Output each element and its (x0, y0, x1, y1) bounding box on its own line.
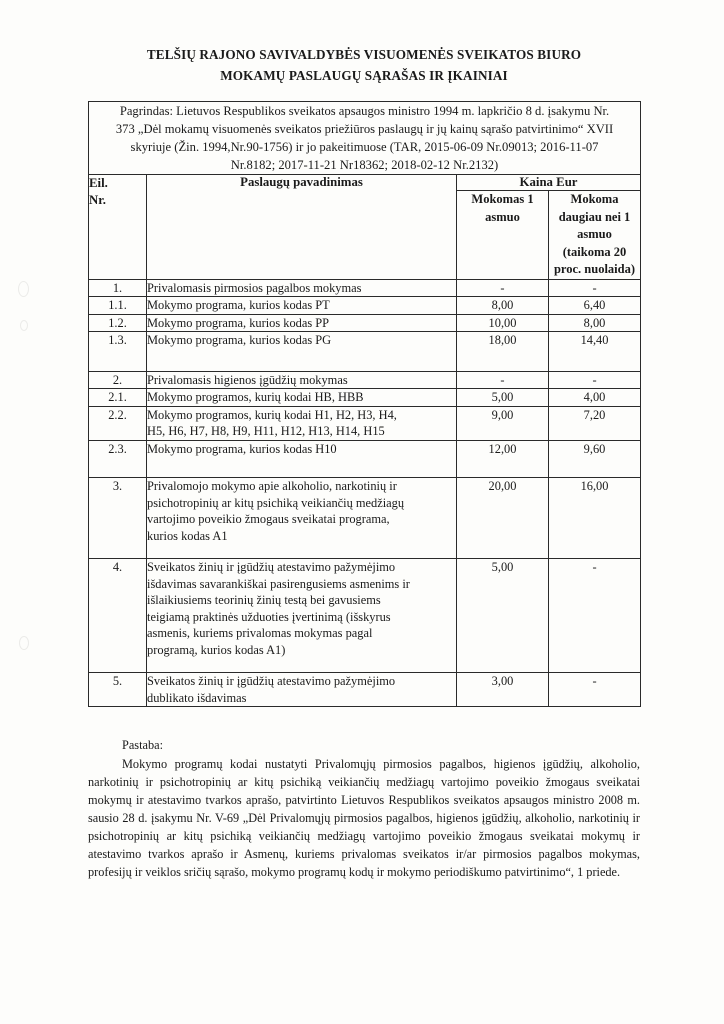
price-multi: 6,40 (549, 297, 641, 315)
service-name-line: teigiamą praktinės užduoties įvertinimą (išskyrus (147, 609, 391, 624)
price-single-line-2: asmuo (485, 209, 520, 224)
price-multi: 9,60 (549, 440, 641, 478)
title-line-1: TELŠIŲ RAJONO SAVIVALDYBĖS VISUOMENĖS SVEIKATOS BIURO (146, 47, 582, 62)
price-single: 3,00 (457, 673, 549, 707)
service-name-line: Sveikatos žinių ir įgūdžių atestavimo pažymėjimo (147, 674, 396, 689)
row-number: 2.3. (89, 440, 147, 478)
row-number: 1. (89, 279, 147, 297)
document-body (88, 44, 640, 707)
price-single: 8,00 (457, 297, 549, 315)
service-name-line: Sveikatos žinių ir įgūdžių atestavimo pažymėjimo (147, 560, 396, 575)
service-name (147, 279, 457, 297)
footnote-section (88, 736, 640, 882)
service-name (147, 297, 457, 315)
price-single: - (457, 371, 549, 389)
price-multi: - (549, 673, 641, 707)
legal-basis-line-3: skyriuje (Žin. 1994,Nr.90-1756) ir jo pakeitimuose (TAR, 2015-06-09 Nr.09013; 2016-11-07 (130, 140, 599, 154)
table-row (89, 440, 641, 478)
footnote-body: Mokymo programų kodai nustatyti Privalomųjų pirmosios pagalbos, higienos įgūdžių, alkoholio, narkotinių ir psichotropinių ar kitų psichiką veikiančių medžiagų vartojimo poveikio žmogaus sveikatai mokymų ir atestavimo tvarkos aprašo, patvirtinto Lietuvos Respublikos sveikatos apsaugos ministro 2008 m. sausio 28 d. įsakymu Nr. V-69 „Dėl Privalomųjų pirmosios pagalbos, higienos įgūdžių, alkoholio, narkotinių ir psichotropinių ar kitų psichiką veikiančių medžiagų vartojimo poveikio žmogaus sveikatai mokymų ir atestavimo tvarkos aprašo ir Asmenų, kuriems privalomas sveikatos ir/ar pirmosios pagalbos mokymas, profesijų ir veiklos sričių sąrašo, mokymo programų kodų ir mokymo periodiškumo patvirtinimo“, 1 priede. (88, 757, 640, 880)
service-name (147, 332, 457, 372)
services-price-table (88, 101, 641, 708)
price-single: 5,00 (457, 559, 549, 673)
legal-basis-note (89, 101, 641, 175)
price-multi: - (549, 559, 641, 673)
price-multi: 14,40 (549, 332, 641, 372)
column-header-row-number-line1: Eil. (89, 176, 108, 191)
title-line-2: MOKAMŲ PASLAUGŲ SĄRAŠAS IR ĮKAINIAI (220, 68, 508, 84)
price-single: 18,00 (457, 332, 549, 372)
price-single-line-1: Mokomas 1 (471, 192, 534, 207)
price-single: 10,00 (457, 314, 549, 332)
price-multi: 7,20 (549, 406, 641, 440)
service-name-line: Mokymo programos, kurių kodai H1, H2, H3, H4, (147, 407, 397, 422)
price-multi: 16,00 (549, 478, 641, 559)
service-name-line: H5, H6, H7, H8, H9, H11, H12, H13, H14, H15 (147, 424, 385, 439)
price-multi-line-2: daugiau nei 1 (558, 209, 631, 224)
service-name (147, 673, 457, 707)
service-name (147, 559, 457, 673)
service-name-line: Privalomasis pirmosios pagalbos mokymas (147, 280, 362, 295)
scan-artifact (19, 636, 29, 650)
service-name-line: išlaikiusiems teorinių žinių testą bei gavusiems (147, 593, 381, 608)
row-number: 3. (89, 478, 147, 559)
table-row (89, 673, 641, 707)
table-row (89, 314, 641, 332)
service-name-line: Mokymo programa, kurios kodas PT (147, 298, 330, 313)
table-row (89, 371, 641, 389)
row-number: 2.2. (89, 406, 147, 440)
service-name-line: dublikato išdavimas (147, 690, 247, 705)
column-header-service-name: Paslaugų pavadinimas (147, 175, 457, 280)
page-title (88, 44, 640, 87)
legal-basis-line-4: Nr.8182; 2017-11-21 Nr18362; 2018-02-12 Nr.2132) (230, 158, 499, 173)
service-name-line: kurios kodas A1 (147, 528, 228, 543)
table-row (89, 332, 641, 372)
service-name-line: psichotropinių ar kitų psichiką veikiančių medžiagų (147, 495, 405, 510)
row-number: 1.1. (89, 297, 147, 315)
service-name-line: asmenis, kuriems privalomas mokymas pagal (147, 626, 373, 641)
service-name (147, 371, 457, 389)
row-number: 1.2. (89, 314, 147, 332)
price-single: 5,00 (457, 389, 549, 407)
table-row (89, 478, 641, 559)
service-name-line: vartojimo poveikio žmogaus sveikatai programa, (147, 512, 390, 527)
service-name-line: Mokymo programa, kurios kodas PG (147, 333, 332, 348)
price-multi-line-1: Mokoma (570, 192, 619, 207)
column-header-row-number-line2: Nr. (89, 192, 106, 207)
row-number: 4. (89, 559, 147, 673)
footnote-label: Pastaba: (122, 738, 163, 752)
scan-artifact (18, 281, 29, 297)
table-row (89, 279, 641, 297)
service-name-line: Privalomasis higienos įgūdžių mokymas (147, 372, 348, 387)
column-header-price-group: Kaina Eur (457, 175, 641, 191)
price-single: 20,00 (457, 478, 549, 559)
service-name-line: programą, kurios kodas A1) (147, 642, 286, 657)
table-row (89, 297, 641, 315)
service-name (147, 314, 457, 332)
table-row (89, 559, 641, 673)
service-name-line: Privalomojo mokymo apie alkoholio, narkotinių ir (147, 479, 397, 494)
row-number: 1.3. (89, 332, 147, 372)
service-name (147, 478, 457, 559)
price-single: 9,00 (457, 406, 549, 440)
service-name (147, 440, 457, 478)
column-header-row-number (89, 175, 147, 280)
service-name (147, 389, 457, 407)
service-name-line: Mokymo programos, kurių kodai HB, HBB (147, 390, 364, 405)
service-name-line: Mokymo programa, kurios kodas PP (147, 315, 330, 330)
price-multi: - (549, 279, 641, 297)
price-multi: - (549, 371, 641, 389)
table-row (89, 406, 641, 440)
service-name (147, 406, 457, 440)
row-number: 2.1. (89, 389, 147, 407)
row-number: 5. (89, 673, 147, 707)
price-multi: 4,00 (549, 389, 641, 407)
column-header-price-multi (549, 191, 641, 280)
service-name-line: Mokymo programa, kurios kodas H10 (147, 441, 337, 456)
price-multi-line-3: asmuo (577, 227, 612, 242)
price-multi-line-4: (taikoma 20 (562, 244, 627, 259)
price-multi-line-5: proc. nuolaida) (553, 262, 636, 277)
price-single: 12,00 (457, 440, 549, 478)
price-single: - (457, 279, 549, 297)
row-number: 2. (89, 371, 147, 389)
price-multi: 8,00 (549, 314, 641, 332)
legal-basis-line-2: 373 „Dėl mokamų visuomenės sveikatos priežiūros paslaugų ir jų kainų sąrašo patvirtinimo“ XVII (115, 121, 614, 136)
scan-artifact (20, 320, 28, 331)
table-preamble-row (89, 101, 641, 175)
service-name-line: išdavimas savarankiškai pasirengusiems asmenims ir (147, 576, 410, 591)
column-header-price-single (457, 191, 549, 280)
legal-basis-line-1: Pagrindas: Lietuvos Respublikos sveikatos apsaugos ministro 1994 m. lapkričio 8 d. įsakymu Nr. (119, 103, 610, 118)
table-row (89, 389, 641, 407)
table-header-row-1 (89, 175, 641, 191)
